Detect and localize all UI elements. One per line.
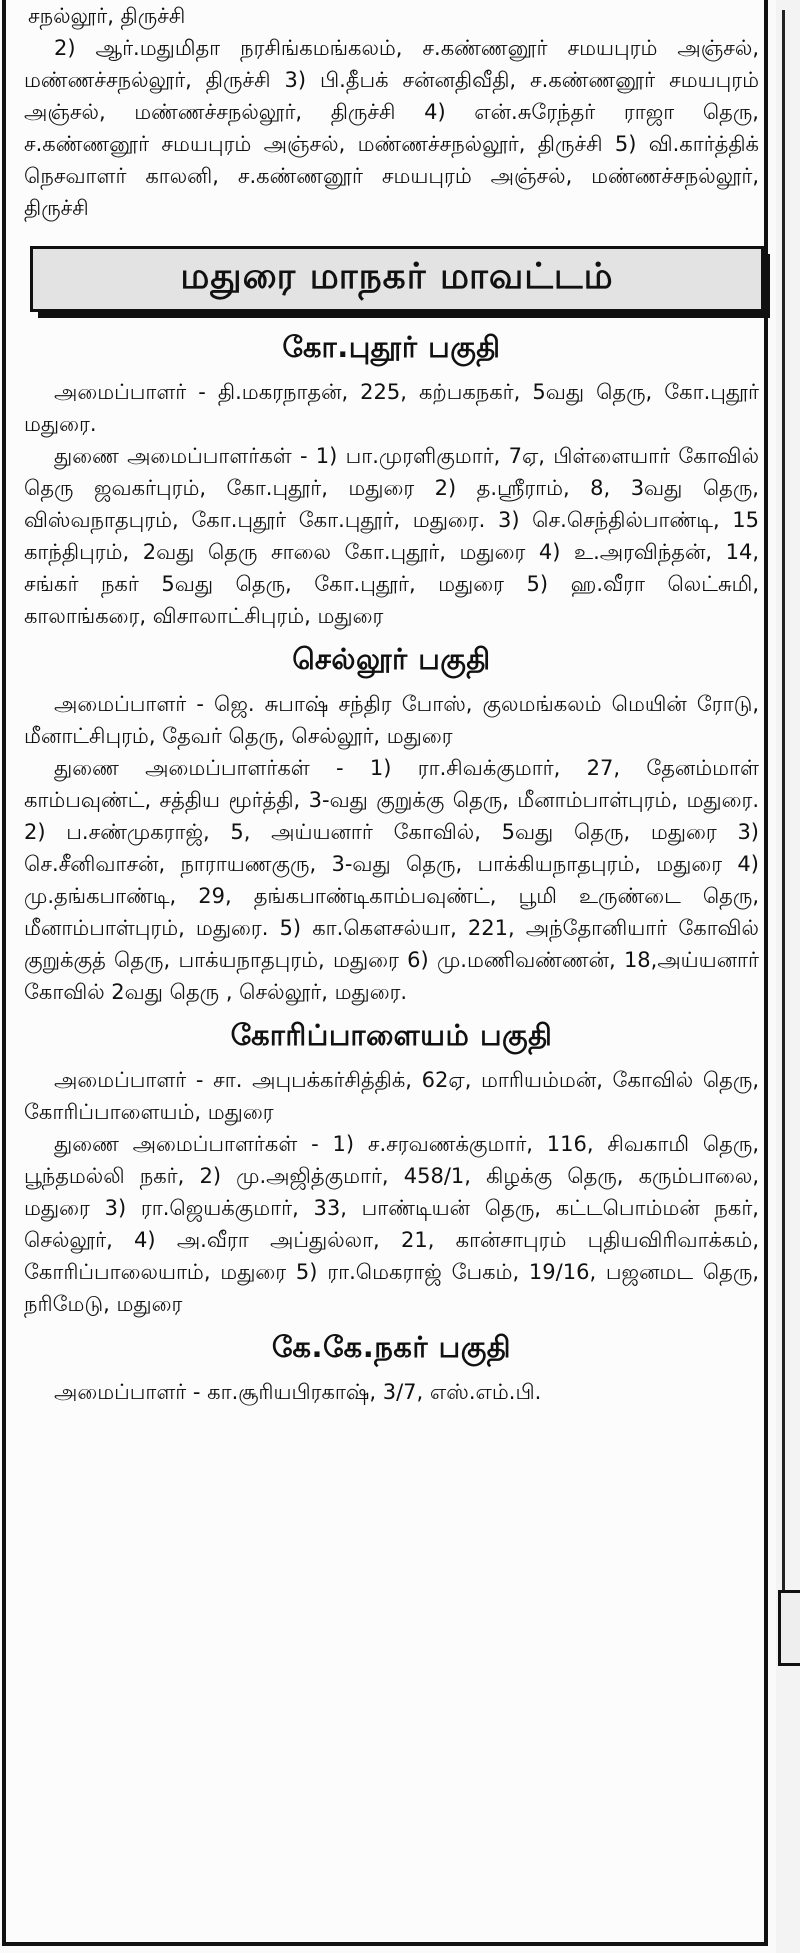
section-sellur <box>24 642 759 1008</box>
district-title: மதுரை மாநகர் மாவட்டம் <box>30 246 764 312</box>
section-heading: செல்லூர் பகுதி <box>292 642 491 676</box>
deputies-paragraph: துணை அமைப்பாளர்கள் - 1) பா.முரளிகுமார், 7ஏ, பிள்ளையார் கோவில் தெரு ஜவகர்புரம், கோ.புதூர், மதுரை 2) த.ஸ்ரீராம், 8, 3வது தெரு, விஸ்வநாதபுரம், கோ.புதூர் கோ.புதூர், மதுரை. 3) செ.செந்தில்பாண்டி, 15 காந்திபுரம், 2வது தெரு சாலை கோ.புதூர், மதுரை 4) உ.அரவிந்தன், 14, சங்கர் நகர் 5வது தெரு, கோ.புதூர், மதுரை 5) ஹ.வீரா லெட்சுமி, காலாங்கரை, விசாலாட்சிபுரம், மதுரை <box>24 444 759 628</box>
section-goripalayam <box>24 1018 759 1320</box>
adjacent-box-edge <box>778 1590 800 1666</box>
section-ko-puthur <box>24 330 759 632</box>
organizer-paragraph: அமைப்பாளர் - சா. அபுபக்கர்சித்திக், 62ஏ, மாரியம்மன், கோவில் தெரு, கோரிப்பாளையம், மதுரை <box>24 1068 759 1124</box>
section-heading: கோ.புதூர் பகுதி <box>282 330 501 364</box>
column-rule <box>782 10 785 1590</box>
organizer-paragraph: அமைப்பாளர் - தி.மகரநாதன், 225, கற்பகநகர், 5வது தெரு, கோ.புதூர் மதுரை. <box>24 380 759 436</box>
district-banner <box>30 246 770 320</box>
deputies-paragraph: துணை அமைப்பாளர்கள் - 1) ரா.சிவக்குமார், 27, தேனம்மாள் காம்பவுண்ட், சத்திய மூர்த்தி, 3-வது குறுக்கு தெரு, மீனாம்பாள்புரம், மதுரை. 2) ப.சண்முகராஜ், 5, அய்யனார் கோவில், 5வது தெரு, மதுரை 3) செ.சீனிவாசன், நாராயணகுரு, 3-வது தெரு, பாக்கியநாதபுரம், மதுரை 4) மு.தங்கபாண்டி, 29, தங்கபாண்டிகாம்பவுண்ட், பூமி உருண்டை தெரு, மீனாம்பாள்புரம், மதுரை. 5) கா.கௌசல்யா, 221, அந்தோனியார் கோவில் குறுக்குத் தெரு, பாக்யநாதபுரம், மதுரை 6) மு.மணிவண்ணன், 18,அய்யனார் கோவில் 2வது தெரு , செல்லூர், மதுரை. <box>24 756 759 1004</box>
section-heading: கே.கே.நகர் பகுதி <box>271 1330 512 1364</box>
section-heading: கோரிப்பாளையம் பகுதி <box>230 1018 553 1052</box>
article-content <box>24 0 759 1408</box>
article-column <box>2 0 768 1946</box>
organizer-paragraph: அமைப்பாளர் - ஜெ. சுபாஷ் சந்திர போஸ், குலமங்கலம் மெயின் ரோடு, மீனாட்சிபுரம், தேவர் தெரு, செல்லூர், மதுரை <box>24 692 759 748</box>
section-kk-nagar <box>24 1330 759 1408</box>
deputies-paragraph: துணை அமைப்பாளர்கள் - 1) ச.சரவணக்குமார், 116, சிவகாமி தெரு, பூந்தமல்லி நகர், 2) மு.அஜித்குமார், 458/1, கிழக்கு தெரு, கரும்பாலை, மதுரை 3) ரா.ஜெயக்குமார், 33, பாண்டியன் தெரு, கட்டபொம்மன் நகர், செல்லூர், 4) அ.வீரா அப்துல்லா, 21, கான்சாபுரம் புதியவிரிவாக்கம், கோரிப்பாலையாம், மதுரை 5) ரா.மெகராஜ் பேகம், 19/16, பஜனமட தெரு, நரிமேடு, மதுரை <box>24 1132 759 1316</box>
continuation-paragraph: 2) ஆர்.மதுமிதா நரசிங்கமங்கலம், ச.கண்ணனூர் சமயபுரம் அஞ்சல், மண்ணச்சநல்லூர், திருச்சி 3) பி.தீபக் சன்னதிவீதி, ச.கண்ணனூர் சமயபுரம் அஞ்சல், மண்ணச்சநல்லூர், திருச்சி 4) என்.சுரேந்தர் ராஜா தெரு, ச.கண்ணனூர் சமயபுரம் அஞ்சல், மண்ணச்சநல்லூர், திருச்சி 5) வி.கார்த்திக் நெசவாளர் காலனி, ச.கண்ணனூர் சமயபுரம் அஞ்சல், மண்ணச்சநல்லூர், திருச்சி <box>24 36 759 220</box>
continuation-line: சநல்லூர், திருச்சி <box>28 4 186 28</box>
adjacent-column-edge <box>776 0 800 1953</box>
organizer-paragraph: அமைப்பாளர் - கா.சூரியபிரகாஷ், 3/7, எஸ்.எம்.பி. <box>54 1380 542 1404</box>
